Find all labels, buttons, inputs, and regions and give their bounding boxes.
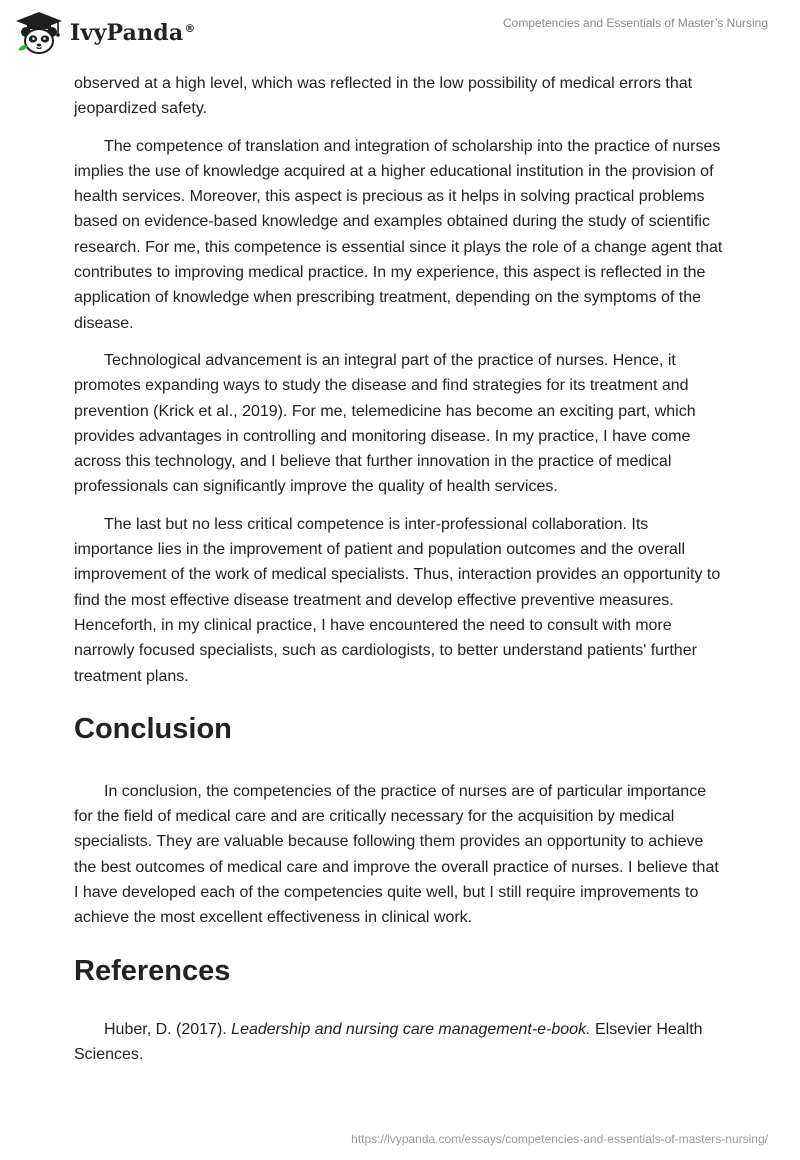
paragraph-collaboration: The last but no less critical competence is inter-professional collaboration. Its importance lies in the improvement of patient and population outcomes and the overall improvement of the work of medical specialists. Thus, interaction provides an opportunity to find the most effective disease treatment and develop effective preventive measures. Henceforth, in my clinical practice, I have encountered the need to consult with more narrowly focused specialists, such as cardiologists, to better understand patients' further treatment plans. xyxy=(74,515,721,685)
paragraph-scholarship: The competence of translation and integration of scholarship into the practice of nurses implies the use of knowledge acquired at a higher educational institution in the provision of health services. Moreover, this aspect is precious as it helps in solving practical problems based on evidence-based knowledge and examples obtained during the study of scientific research. For me, this competence is essential since it plays the role of a change agent that contributes to improving medical practice. In my experience, this aspect is reflected in the application of knowledge when prescribing treatment, depending on the symptoms of the disease. xyxy=(74,137,723,332)
reference-title: Leadership and nursing care management-e-book. xyxy=(231,1020,591,1038)
reference-item xyxy=(74,1017,726,1068)
conclusion-paragraph: In conclusion, the competencies of the practice of nurses are of particular importance for the field of medical care and are critically necessary for the acquisition by medical specialists. They are valuable because following them provides an opportunity to achieve the best outcomes of medical care and improve the overall practice of nurses. I believe that I have developed each of the competencies quite well, but I still require improvements to achieve the most excellent effectiveness in clinical work. xyxy=(74,782,719,927)
page-header xyxy=(0,0,800,70)
source-url-link[interactable]: https://ivypanda.com/essays/competencies-and-essentials-of-masters-nursing/ xyxy=(351,1132,768,1146)
paragraph-continued: observed at a high level, which was reflected in the low possibility of medical errors that jeopardized safety. xyxy=(74,75,693,118)
brand-name: IvyPanda® xyxy=(70,20,196,46)
conclusion-heading: Conclusion xyxy=(74,712,232,745)
reference-publisher: Elsevier Health Sciences. xyxy=(74,1020,703,1063)
reference-author: Huber, D. (2017). xyxy=(104,1020,232,1038)
paragraph-technology: Technological advancement is an integral part of the practice of nurses. Hence, it promotes expanding ways to study the disease and find strategies for its treatment and prevention (Krick et al., 2019). For me, telemedicine has become an exciting part, which provides advantages in controlling and monitoring disease. In my practice, I have come across this technology, and I believe that further innovation in the practice of medical professionals can significantly improve the quality of health services. xyxy=(74,351,696,496)
references-heading: References xyxy=(74,954,231,987)
document-title: Competencies and Essentials of Master’s Nursing xyxy=(502,16,768,30)
panda-graduate-icon xyxy=(14,10,64,56)
registered-mark: ® xyxy=(184,21,196,35)
essay-content xyxy=(74,71,726,1067)
ivypanda-logo[interactable] xyxy=(14,8,196,58)
